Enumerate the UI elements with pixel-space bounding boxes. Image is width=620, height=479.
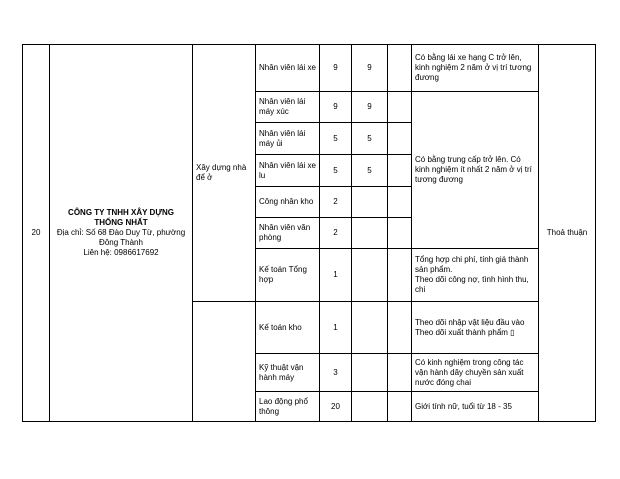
quantity-female-cell [352, 249, 388, 302]
salary-cell: Thoả thuận [539, 45, 596, 422]
position-cell: Kế toán Tổng hợp [256, 249, 320, 302]
requirement-cell: Có bằng trung cấp trở lên. Có kinh nghiệm ít nhất 2 năm ở vị trí tương đương [412, 92, 539, 249]
requirement-line: Tổng hợp chi phí, tính giá thành sản phẩm. [415, 255, 529, 274]
position-cell: Nhân viên văn phòng [256, 218, 320, 249]
quantity-female-cell [352, 392, 388, 422]
sector-cell-empty [193, 302, 256, 422]
requirement-cell: Có bằng lái xe hạng C trở lên, kinh nghiệm 2 năm ở vị trí tương đương [412, 45, 539, 92]
quantity-female-cell [352, 218, 388, 249]
quantity-female-cell [352, 354, 388, 392]
quantity-female-cell [352, 302, 388, 354]
quantity-cell: 1 [320, 302, 352, 354]
position-cell: Kỹ thuật vận hành máy [256, 354, 320, 392]
quantity-female-cell [352, 187, 388, 218]
quantity-cell: 5 [320, 123, 352, 155]
quantity-female-cell: 9 [352, 92, 388, 123]
empty-cell [388, 123, 412, 155]
empty-cell [388, 218, 412, 249]
position-cell: Nhân viên lái xe lu [256, 155, 320, 187]
requirement-line: Theo dõi nhập vật liệu đầu vào [415, 317, 525, 327]
position-cell: Nhân viên lái xe [256, 45, 320, 92]
quantity-cell: 3 [320, 354, 352, 392]
empty-cell [388, 92, 412, 123]
empty-cell [388, 187, 412, 218]
company-name: CÔNG TY TNHH XÂY DỰNG THỐNG NHẤT [68, 208, 174, 227]
empty-cell [388, 354, 412, 392]
empty-cell [388, 302, 412, 354]
quantity-cell: 2 [320, 218, 352, 249]
quantity-female-cell: 5 [352, 155, 388, 187]
sector-cell: Xây dựng nhà để ở [193, 45, 256, 302]
position-cell: Nhân viên lái máy ủi [256, 123, 320, 155]
company-cell [50, 45, 193, 422]
empty-cell [388, 45, 412, 92]
position-cell: Lao động phổ thông [256, 392, 320, 422]
quantity-female-cell: 5 [352, 123, 388, 155]
requirement-cell [412, 302, 539, 354]
position-cell: Công nhân kho [256, 187, 320, 218]
quantity-cell: 1 [320, 249, 352, 302]
empty-cell [388, 249, 412, 302]
quantity-female-cell: 9 [352, 45, 388, 92]
quantity-cell: 20 [320, 392, 352, 422]
requirement-line: Theo dõi xuất thành phẩm ▯ [415, 327, 515, 337]
position-cell: Kế toán kho [256, 302, 320, 354]
requirement-cell: Có kinh nghiệm trong công tác vận hành dây chuyền sản xuất nước đóng chai [412, 354, 539, 392]
company-address: Địa chỉ: Số 68 Đào Duy Từ, phường Đông Thành [56, 228, 186, 247]
requirement-line: Theo dõi công nợ, tình hình thu, chi [415, 275, 529, 294]
stt-cell: 20 [23, 45, 50, 422]
quantity-cell: 2 [320, 187, 352, 218]
company-contact: Liên hệ: 0986617692 [83, 248, 159, 257]
empty-cell [388, 392, 412, 422]
quantity-cell: 9 [320, 92, 352, 123]
quantity-cell: 9 [320, 45, 352, 92]
table-row [23, 45, 596, 92]
quantity-cell: 5 [320, 155, 352, 187]
requirement-cell: Giới tính nữ, tuổi từ 18 - 35 [412, 392, 539, 422]
empty-cell [388, 155, 412, 187]
recruitment-table [22, 44, 596, 422]
position-cell: Nhân viên lái máy xúc [256, 92, 320, 123]
requirement-cell [412, 249, 539, 302]
